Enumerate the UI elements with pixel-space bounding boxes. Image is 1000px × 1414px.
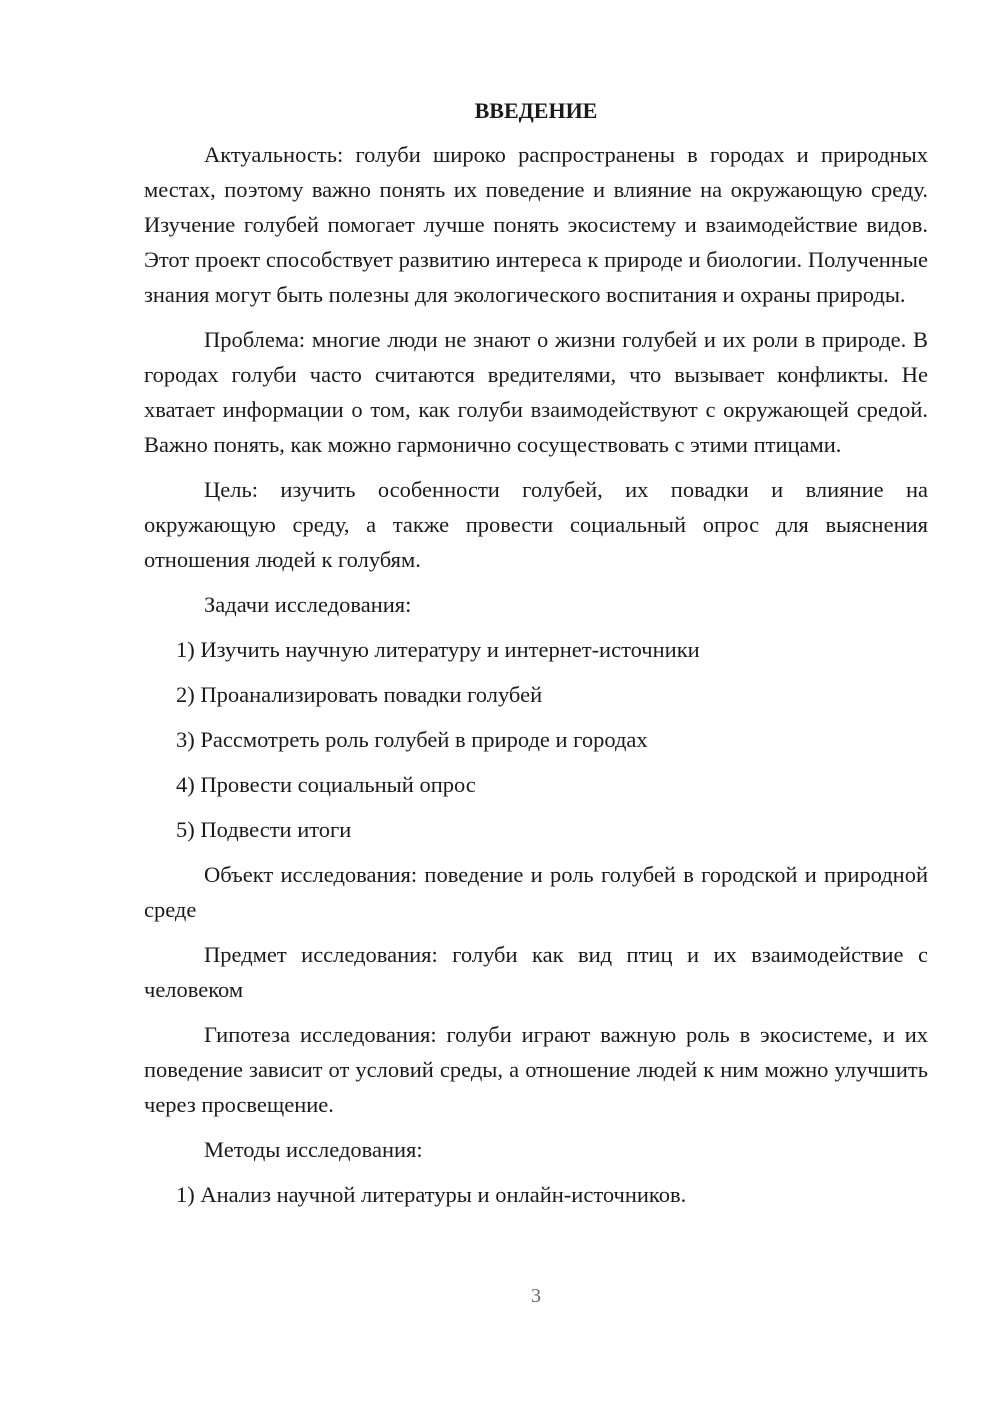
tasks-label: Задачи исследования: [204,592,412,617]
methods-list [144,1177,928,1212]
section-title: ВВЕДЕНИЕ [474,98,598,123]
task-item: 3) Рассмотреть роль голубей в природе и городах [176,727,648,752]
method-item: 1) Анализ научной литературы и онлайн-источников. [176,1182,687,1207]
task-item: 1) Изучить научную литературу и интернет-источники [176,637,700,662]
problem-paragraph: Проблема: многие люди не знают о жизни голубей и их роли в природе. В городах голуби часто считаются вредителями, что вызывает конфликты. Не хватает информации о том, как голуби взаимодействуют с окружающей средой. Важно понять, как можно гармонично сосуществовать с этими птицами. [144,327,928,457]
object-paragraph: Объект исследования: поведение и роль голубей в городской и природной среде [144,862,928,922]
methods-label: Методы исследования: [204,1137,423,1162]
document-content [144,96,928,1222]
relevance-paragraph: Актуальность: голуби широко распространены в городах и природных местах, поэтому важно понять их поведение и влияние на окружающую среду. Изучение голубей помогает лучше понять экосистему и взаимодействие видов. Этот проект способствует развитию интереса к природе и биологии. Полученные знания могут быть полезны для экологического воспитания и охраны природы. [144,142,928,307]
task-item: 4) Провести социальный опрос [176,772,476,797]
hypothesis-paragraph: Гипотеза исследования: голуби играют важную роль в экосистеме, и их поведение зависит от условий среды, а отношение людей к ним можно улучшить через просвещение. [144,1022,928,1117]
task-item: 2) Проанализировать повадки голубей [176,682,543,707]
tasks-list [144,632,928,847]
subject-paragraph: Предмет исследования: голуби как вид птиц и их взаимодействие с человеком [144,942,928,1002]
task-item: 5) Подвести итоги [176,817,352,842]
goal-paragraph: Цель: изучить особенности голубей, их повадки и влияние на окружающую среду, а также провести социальный опрос для выяснения отношения людей к голубям. [144,477,928,572]
page-number: 3 [531,1285,541,1307]
